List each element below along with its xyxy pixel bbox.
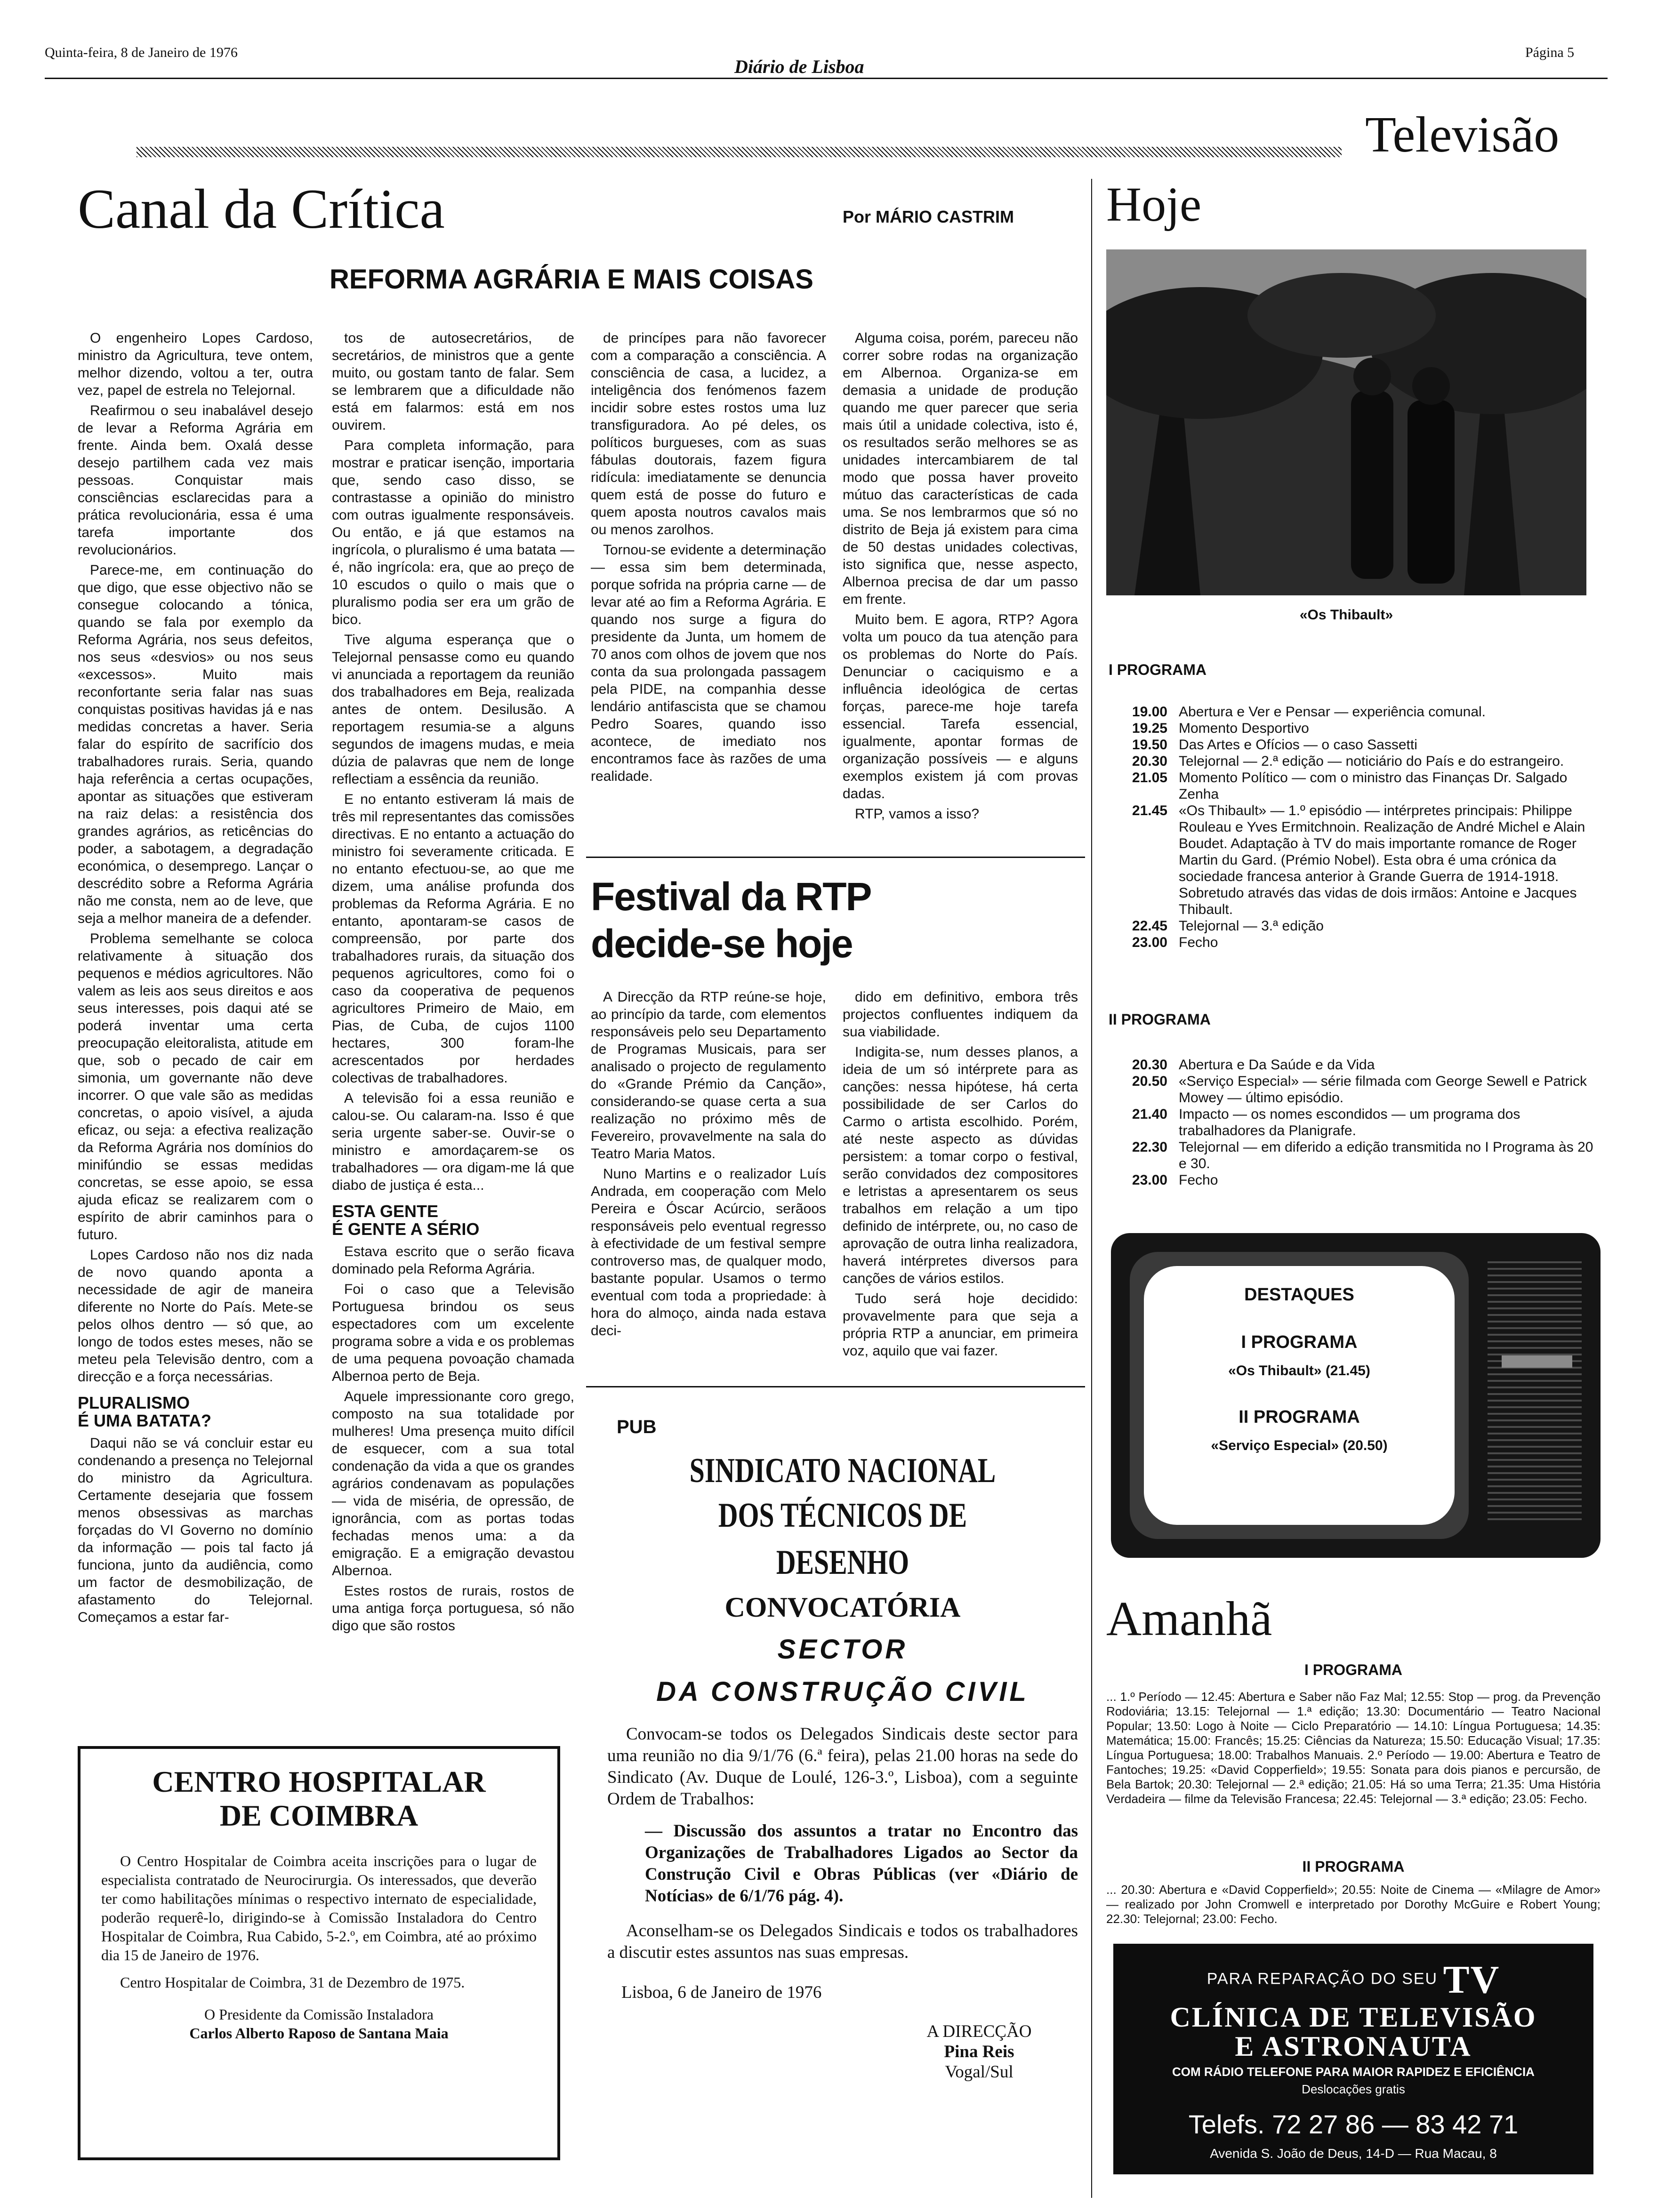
destaques-p2-item: «Serviço Especial» (20.50) [1211,1438,1388,1453]
photo-scene [1106,249,1586,595]
schedule-row [1102,720,1601,737]
headline: REFORMA AGRÁRIA E MAIS COISAS [330,264,813,295]
pub-advice: Aconselham-se os Delegados Sindicais e todos os trabalhadores a discutir estes assuntos nas suas empresas. [607,1921,1078,1962]
pub-notice [607,1450,1078,2082]
masthead-page: Página 5 [1525,45,1575,60]
subheading: ESTA GENTE É GENTE A SÉRIO [332,1202,480,1239]
pub-rule [586,1386,1085,1387]
schedule-text: Telejornal — em diferido a edição transmitida no I Programa às 20 e 30. [1179,1139,1593,1171]
pub-sign-1: A DIRECÇÃO [926,2022,1032,2041]
schedule-time: 19.25 [1132,721,1167,736]
tv-screen [1144,1266,1455,1525]
paragraph: Aquele impressionante coro grego, composto na sua totalidade por mulheres! Uma presença muito difícil de esquecer, com a sua total condenação da vida a que os grandes agrários condenavam as populações — vida de miséria, de opressão, de ignorância, com as portas todas fechadas menos uma: a da emigração. E a emigração devastou Albernoa. [332,1389,574,1579]
column-2 [332,329,574,1637]
pub-line-4: SECTOR [777,1634,908,1665]
schedule-time: 22.45 [1132,918,1167,934]
paragraph: Estava escrito que o serão ficava dominado pela Reforma Agrária. [332,1244,574,1277]
pub-line-5: DA CONSTRUÇÃO CIVIL [656,1676,1029,1707]
tv-set [1111,1233,1601,1558]
repair-line-4: COM RÁDIO TELEFONE PARA MAIOR RAPIDEZ E EFICIÊNCIA [1172,2065,1535,2079]
paragraph: RTP, vamos a isso? [855,806,980,822]
schedule-row [1102,918,1601,934]
paragraph: de princípes para não favorecer com a comparação a consciência. A consciência de casa, a lucidez, a inteligência dos fenómenos fazem incidir sobre estes rostos uma luz transfiguradora. Ao pé deles, os políticos burgueses, com as suas fábulas doutorais, fazem figura ridícula: imediatamente se denuncia quem está de posse do futuro e quem aposta noutros cavalos mais ou menos zarolhos. [591,330,826,537]
pub-item: — Discussão dos assuntos a tratar no Encontro das Organizações de Trabalhadores Ligados ao Sector da Construção Civil e Obras Públicas (ver «Diário de Notícias» de 6/1/76 pág. 4). [645,1821,1078,1906]
schedule-text: Fecho [1179,935,1218,950]
amanha-p1-label: I PROGRAMA [1304,1661,1402,1678]
repair-line-1: PARA REPARAÇÃO DO SEU [1207,1970,1438,1988]
paragraph: dido em definitivo, embora três projectos confluentes indiquem da sua viabilidade. [843,989,1078,1040]
program-2-label: II PROGRAMA [1109,1011,1211,1028]
amanha-title: Amanhã [1106,1592,1272,1646]
hospital-sign-1: O Presidente da Comissão Instaladora [204,2006,434,2023]
paragraph: Foi o caso que a Televisão Portuguesa brindou os seus espectadores com um excelente programa sobre a vida e os problemas de uma pequena povoação chamada Albernoa perto de Beja. [332,1282,574,1384]
pub-line-2: DOS TÉCNICOS DE DESENHO [718,1496,967,1582]
hospital-body: O Centro Hospitalar de Coimbra aceita inscrições para o lugar de especialista contratado de Neurocirurgia. Os interessados, que deverão ter como habilitações mínimas o respectivo internato de especialidade, poderão requerê-lo, dirigindo-se à Comissão Instaladora do Centro Hospitalar de Coimbra, Rua Cabido, 5-2.º, em Coimbra, até ao próximo dia 15 de Janeiro de 1976. [101,1852,537,1964]
pub-line-3: CONVOCATÓRIA [724,1592,961,1623]
hospital-title-1: CENTRO HOSPITALAR [152,1765,486,1798]
schedule-row [1102,737,1601,753]
thibault-photo [1106,249,1586,595]
destaques-p2: II PROGRAMA [1239,1407,1360,1427]
paragraph: Daqui não se vá concluir estar eu condenando a presença no Telejornal do ministro da Agricultura. Certamente desejaria que fossem menos obsessivas as marchas forçadas do VI Governo no domínio da informação — pois tal facto já funciona, junto da audiência, como um factor de desmobilização, de afastamento do Telejornal. Começamos a estar far- [78,1435,313,1625]
schedule-row [1102,802,1601,918]
paragraph: Muito bem. E agora, RTP? Agora volta um pouco da tua atenção para os problemas do Norte do País. Denunciar o caciquismo e a influência ideológica de certas forças, parece-me hoje tarefa essencial. Tarefa essencial, igualmente, apontar formas de organização possíveis — e alguns exemplos existem já com provas dadas. [843,612,1078,801]
column-3 [591,329,826,788]
subheading: PLURALISMO É UMA BATATA? [78,1393,211,1430]
paragraph: Nuno Martins e o realizador Luís Andrada, em cooperação com Melo Pereira e Óscar Acúrcio, serãoos responsáveis pelo eventual regresso à efectividade de um festival sempre controverso mas, de qualquer modo, bastante popular. Usamos o termo eventual com toda a propriedade: à hora do almoço, ainda nada estava deci- [591,1166,826,1338]
schedule-text: Abertura e Da Saúde e da Vida [1179,1057,1375,1073]
paragraph: Indigita-se, num desses planos, a ideia de um só intérprete para as canções: nessa hipótese, há certa possibilidade de ser Carlos do Carmo o artista escolhido. Porém, até neste aspecto as dúvidas persistem: a tomar corpo o festival, serão convidados dez compositores e letristas a apresentarem os seus trabalhos em relação a um tipo definido de intérprete, ou, no caso de aprovação de outra linha realizadora, haverá intérpretes diversos para canções de vários estilos. [843,1044,1078,1286]
paragraph: Tive alguma esperança que o Telejornal pensasse como eu quando vi anunciada a reportagem da reunião dos trabalhadores em Beja, realizada antes de ontem. Desilusão. A reportagem resumia-se a alguns segundos de imagens mudas, e meia dúzia de palavras que nem de longe reflectiam a essência da reunião. [332,632,574,787]
repair-ad [1113,1944,1593,2174]
festival-headline-1: Festival da RTP [591,874,871,919]
repair-phones: Telefs. 72 27 86 — 83 42 71 [1188,2109,1519,2139]
paragraph: Para completa informação, para mostrar e praticar isenção, importaria que, sendo caso disso, se contrastasse a opinião do ministro com outras igualmente responsáveis. Ou então, e já que estamos na ingrícola, o pluralismo é uma batata — é, não ingrícola: era, que ao preço de 10 escudos o quilo o mais que o pluralismo podia ser era um grão de bico. [332,438,574,627]
schedule-text: Das Artes e Ofícios — o caso Sassetti [1179,737,1417,753]
paragraph: Reafirmou o seu inabalável desejo de levar a Reforma Agrária em frente. Ainda bem. Oxalá desse desejo partilhem cada vez mais pessoas. Conquistar mais consciências esclarecidas para a prática revolucionária, essa é uma tarefa importante dos revolucionários. [78,403,313,558]
repair-line-5: Deslocações gratis [1302,2082,1405,2096]
schedule-time: 20.30 [1132,1057,1167,1073]
schedule-text: Momento Desportivo [1179,721,1309,736]
pub-body: Convocam-se todos os Delegados Sindicais deste sector para uma reunião no dia 9/1/76 (6.ª feira), pelas 21.00 horas na sede do Sindicato (Av. Duque de Loulé, 126-3.º, Lisboa), com a seguinte Ordem de Trabalhos: [607,1724,1078,1809]
pub-sign-3: Vogal/Sul [945,2062,1014,2082]
paragraph: E no entanto estiveram lá mais de três mil representantes das comissões directivas. E no entanto a actuação do ministro foi severamente criticada. E no entanto efectuou-se, ao que me dizem, uma análise profunda dos problemas da Reforma Agrária. E no entanto, apontaram-se casos de compreensão, por parte dos trabalhadores rurais, da situação dos pequenos agricultores, como foi o caso da cooperativa de pequenos agricultores Primeiro de Maio, em Pias, de Cuba, de cujos 1100 hectares, 300 foram-lhe acrescentados por herdades colectivas de trabalhadores. [332,792,574,1086]
schedule-time: 23.00 [1132,935,1167,950]
repair-line-1-row [1113,1957,1593,2003]
schedule-row [1102,1073,1601,1106]
schedule-time: 23.00 [1132,1172,1167,1188]
schedule-time: 19.50 [1132,737,1167,753]
schedule-row [1102,1172,1601,1188]
paragraph: Lopes Cardoso não nos diz nada de novo quando aponta a necessidade de agir de maneira diferente no Norte do País. Mete-se pelos olhos dentro — só que, ao longo de todos estes meses, não se meteu pela Televisão dentro, com a direcção e a força necessárias. [78,1247,313,1385]
schedule-text: Fecho [1179,1172,1218,1188]
paragraph: O engenheiro Lopes Cardoso, ministro da Agricultura, teve ontem, melhor dizendo, voltou a ter, outra vez, papel de estrela no Telejornal. [78,330,313,398]
hospital-place: Centro Hospitalar de Coimbra, 31 de Dezembro de 1975. [120,1974,465,1991]
schedule-row [1102,769,1601,802]
destaques-title: DESTAQUES [1244,1285,1354,1305]
festival-col-b [843,988,1078,1362]
pub-label: PUB [617,1417,657,1437]
schedule-text: «Serviço Especial» — série filmada com George Sewell e Patrick Mowey — último episódio. [1179,1074,1587,1106]
schedule-row [1102,753,1601,769]
paragraph: Alguma coisa, porém, pareceu não correr sobre rodas na organização em Albernoa. Organiza-se em demasia a unidade de produção quando me quer parecer que seria mais útil a unidade colectiva, isto é, os resultados serão melhores se as unidades intercambiarem de tal modo que possa haver proveito mútuo das características de cada uma. Se nos lembrarmos que só no distrito de Beja já existem para cima de 50 destas unidades colectivas, isto significa que, nesse aspecto, Albernoa precisa de dar um passo em frente. [843,330,1078,607]
amanha-p2-text: ... 20.30: Abertura e «David Copperfield»; 20.55: Noite de Cinema — «Milagre de Amor» — realizado por John Cromwell e interpretado por Dorothy McGuire e Robert Young; 22.30: Telejornal; 23.00: Fecho. [1106,1883,1601,1926]
schedule-text: Impacto — os nomes escondidos — um programa dos trabalhadores da Planigrafe. [1179,1106,1520,1138]
paragraph: Problema semelhante se coloca relativamente à situação dos pequenos e médios agricultores. Não valem as leis aos seus direitos e aos seus interesses, pois daqui até se poderá inventar uma certa preocupação eleitoralista, atitude em que, sob o pecado de cair em simonia, um governante não deve incorrer. O que vale são as medidas concretas, o apoio visível, a ajuda eficaz, ou seja: a efectiva realização da Reforma Agrária nos domínios do minifúndio se essas medidas concretas, se esse apoio, se essa ajuda eficaz se realizarem com o espírito de abrir caminhos para o futuro. [78,931,313,1242]
byline: Por MÁRIO CASTRIM [843,207,1014,226]
column-1 [78,329,313,1629]
schedule-time: 20.30 [1132,753,1167,769]
hospital-title-2: DE COIMBRA [219,1799,418,1832]
schedule-time: 22.30 [1132,1139,1167,1155]
masthead-date: Quinta-feira, 8 de Janeiro de 1976 [45,45,238,60]
schedule-text: Abertura e Ver e Pensar — experiência comunal. [1179,704,1486,720]
column-4 [843,329,1078,825]
masthead-rule [45,78,1608,79]
repair-address: Avenida S. João de Deus, 14-D — Rua Macau, 8 [1210,2146,1497,2161]
paragraph: Estes rostos de rurais, rostos de uma antiga força portuguesa, só não digo que são rostos [332,1583,574,1634]
repair-line-2: CLÍNICA DE TELEVISÃO [1170,2002,1537,2033]
masthead-paper: Diário de Lisboa [725,56,874,78]
program-2-list [1102,1057,1601,1188]
schedule-text: «Os Thibault» — 1.º episódio — intérpretes principais: Philippe Rouleau e Yves Ermitchnoin. Realização de André Michel e Alain Boudet. Adaptação à TV do mais importante romance de Roger Martin du Gard. (Prémio Nobel). Esta obra é uma crónica da sociedade francesa anterior à Grande Guerra de 1914-1918. Sobretudo através das vidas de dois irmãos: Antoine e Jacques Thibault. [1179,803,1585,917]
column-divider [1091,179,1092,2198]
schedule-text: Telejornal — 2.ª edição — noticiário do País e do estrangeiro. [1179,753,1564,769]
tv-tuner-strip [1502,1355,1572,1368]
photo-caption: «Os Thibault» [1299,607,1393,623]
schedule-row [1102,1057,1601,1073]
schedule-text: Telejornal — 3.ª edição [1179,918,1324,934]
paragraph: A Direcção da RTP reúne-se hoje, ao princípio da tarde, com elementos responsáveis pelo seu Departamento de Programas Musicais, para ser analisado o projecto de regulamento do «Grande Prémio da Canção», considerando-se quase certa a sua realização no próximo mês de Fevereiro, provavelmente na sala do Teatro Maria Matos. [591,989,826,1162]
pub-sign-2: Pina Reis [944,2042,1014,2061]
schedule-time: 21.40 [1132,1106,1167,1122]
column-title: Canal da Crítica [78,177,445,240]
schedule-text: Momento Político — com o ministro das Finanças Dr. Salgado Zenha [1179,770,1568,802]
paragraph: Parece-me, em continuação do que digo, que esse objectivo não se consegue colocando a tónica, quando se fala por exemplo da Reforma Agrária, nos seus defeitos, nos seus «desvios» ou nos seus «excessos». Muito mais reconfortante seria falar nas suas conquistas positivas havidas já e nas medidas concretas a haver. Seria falar do espírito de sacrifício dos trabalhadores rurais. Seria, quando haja referência a certas ocupações, apontar as situações que estiveram na raiz delas: a resistência dos grandes agrários, as reticências do poder, a sabotagem, a degradação económica, o desemprego. Lançar o descrédito sobre a Reforma Agrária não me consta, nem ao de leve, que seja a melhor maneira de a defender. [78,562,313,926]
repair-line-3: E ASTRONAUTA [1235,2031,1472,2062]
hospital-sign-2: Carlos Alberto Raposo de Santana Maia [189,2025,449,2042]
festival-headline-2: decide-se hoje [591,922,853,966]
paragraph: A televisão foi a essa reunião e calou-se. Ou calaram-na. Isso é que seria urgente saber-se. Ouvir-se o ministro e amordaçarem-se os trabalhadores — ora digam-me lá que diabo de justiça é esta... [332,1090,574,1193]
section-title: Televisão [1365,107,1560,163]
tv-speaker-grille [1488,1261,1582,1525]
pub-line-1: SINDICATO NACIONAL [689,1451,996,1490]
schedule-row [1102,1139,1601,1172]
schedule-time: 20.50 [1132,1074,1167,1089]
amanha-p1-text: ... 1.º Período — 12.45: Abertura e Saber não Faz Mal; 12.55: Stop — prog. da Prevenção Rodoviária; 13.15: Telejornal — 1.ª edição; 13.30: Documentário — Teatro Nacional Popular; 13.50: Logo à Noite — Ciclo Preparatório — 14.10: Língua Portuguesa; 14.35: Matemática; 15.00: Francês; 15.25: Ciências da Natureza; 15.50: Educação Visual; 17.35: Língua Portuguesa; 18.00: Trabalhos Manuais. 2.º Período — 19.00: Abertura e Teatro de Fantoches; 19.25: «David Copperfield»; 19.55: Sonata para dois pianos e percursão, de Bela Bartok; 20.30: Telejornal — 2.ª edição; 21.05: Há so uma Terra; 21.35: Uma História Verdadeira — filme da Televisão Francesa; 22.45: Telejornal — 3.ª edição; 23.05: Fecho. [1106,1690,1601,1806]
paragraph: Tudo será hoje decidido: provavelmente para que seja a própria RTP a anunciar, em primeira voz, aquilo que vai fazer. [843,1291,1078,1359]
destaques-p1: I PROGRAMA [1241,1332,1358,1352]
hoje-title: Hoje [1106,177,1202,232]
schedule-row [1102,704,1601,720]
schedule-row [1102,1106,1601,1139]
hatch-bar [137,147,1342,157]
festival-headline [591,873,871,967]
program-1-label: I PROGRAMA [1109,661,1207,678]
hospital-ad [78,1746,560,2160]
destaques-p1-item: «Os Thibault» (21.45) [1228,1363,1370,1378]
repair-tv: TV [1443,1958,1500,2002]
paragraph: Tornou-se evidente a determinação — essa sim bem determinada, porque sofrida na própria carne — de levar até ao fim a Reforma Agrária. E quando nos surge a figura do presidente da Junta, um homem de 70 anos com olhos de jovem que nos conta da sua prolongada passagem pela PIDE, na companhia desse lendário antifascista que se chamou Pedro Soares, quando isso acontece, de imediato nos encontramos face às razões de uma realidade. [591,542,826,784]
schedule-row [1102,934,1601,951]
pub-date: Lisboa, 6 de Janeiro de 1976 [621,1983,822,2002]
paragraph: tos de autosecretários, de secretários, de ministros que a gente muito, ou gostam tanto de falar. Sem se lembrarem que a dificuldade não está em falarmos: está em nos ouvirem. [332,330,574,433]
schedule-time: 19.00 [1132,704,1167,720]
festival-col-a [591,988,826,1342]
schedule-time: 21.45 [1132,803,1167,818]
schedule-time: 21.05 [1132,770,1167,785]
program-1-list [1102,704,1601,951]
festival-rule [586,857,1085,858]
amanha-p2-label: II PROGRAMA [1302,1858,1405,1875]
